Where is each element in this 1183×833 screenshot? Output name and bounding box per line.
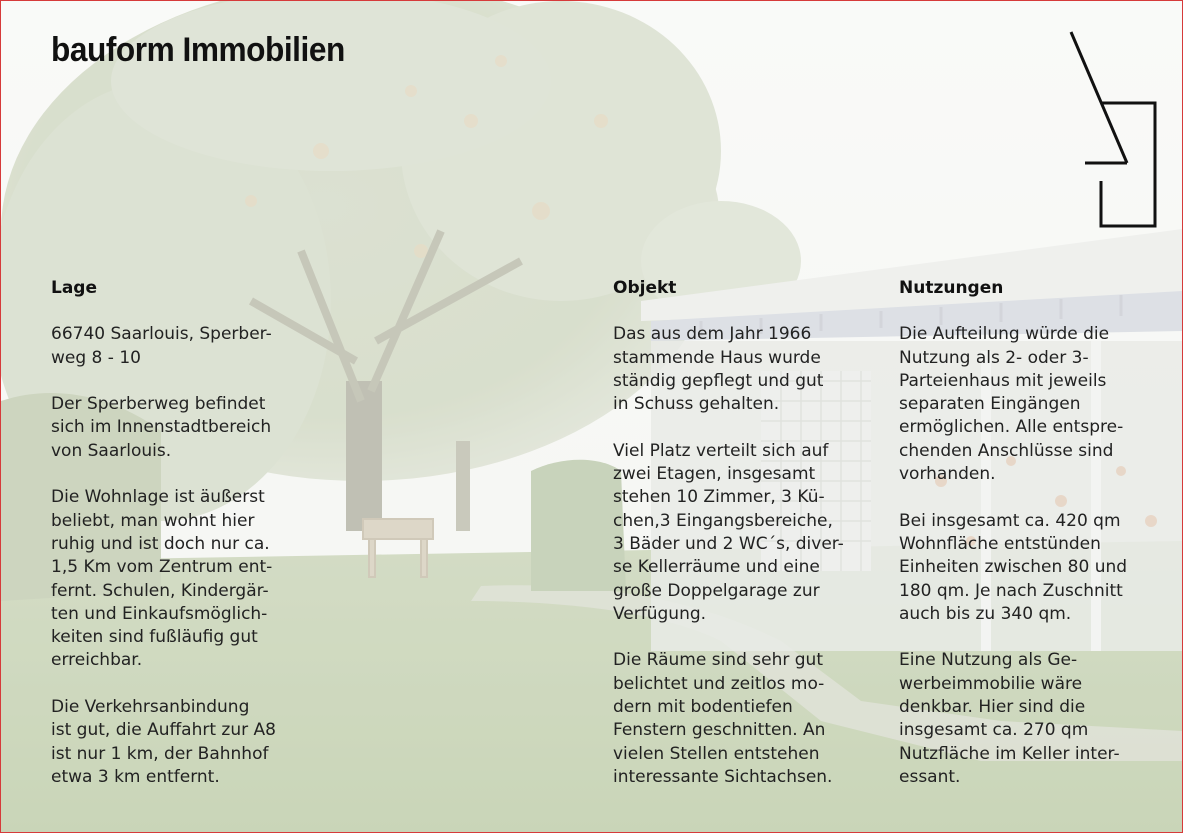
- objekt-paragraph: Viel Platz verteilt sich auf zwei Etagen, insgesamt stehen 10 Zimmer, 3 Kü- chen,3 Eingangsbereiche, 3 Bäder und 2 WC´s, diver- se Kellerräume und eine große Doppelgarage zur Verfügung.: [613, 440, 844, 624]
- objekt-paragraph: Das aus dem Jahr 1966 stammende Haus wurde ständig gepflegt und gut in Schuss gehalten.: [613, 324, 824, 415]
- lage-paragraph: Die Wohnlage ist äußerst beliebt, man wohnt hier ruhig und ist doch nur ca. 1,5 Km vom Zentrum ent- fernt. Schulen, Kindergär- ten und Einkaufsmöglich- keiten sind fußläufig gut erreichbar.: [51, 487, 273, 671]
- section-objekt: [613, 277, 883, 813]
- section-nutzungen: [899, 277, 1169, 813]
- bauform-logo-icon: [1069, 29, 1161, 233]
- nutzungen-paragraph: Eine Nutzung als Ge- werbeimmobilie wäre denkbar. Hier sind die insgesamt ca. 270 qm Nutzfläche im Keller inter- essant.: [899, 650, 1120, 787]
- section-heading-nutzungen: Nutzungen: [899, 278, 1004, 298]
- section-heading-objekt: Objekt: [613, 278, 677, 298]
- nutzungen-paragraph: Die Aufteilung würde die Nutzung als 2- oder 3- Parteienhaus mit jeweils separaten Eingängen ermöglichen. Alle entspre- chenden Anschlüsse sind vorhanden.: [899, 324, 1124, 485]
- section-heading-lage: Lage: [51, 278, 98, 298]
- lage-paragraph: Der Sperberweg befindet sich im Innenstadtbereich von Saarlouis.: [51, 394, 272, 461]
- lage-paragraph: Die Verkehrsanbindung ist gut, die Auffahrt zur A8 ist nur 1 km, der Bahnhof etwa 3 km entfernt.: [51, 697, 276, 787]
- section-lage: [51, 277, 311, 813]
- page-title: bauform Immobilien: [51, 31, 345, 69]
- objekt-paragraph: Die Räume sind sehr gut belichtet und zeitlos mo- dern mit bodentiefen Fenstern geschnitten. An vielen Stellen entstehen interessante Sichtachsen.: [613, 650, 833, 787]
- lage-address: 66740 Saarlouis, Sperber- weg 8 - 10: [51, 324, 272, 368]
- nutzungen-paragraph: Bei insgesamt ca. 420 qm Wohnfläche entstünden Einheiten zwischen 80 und 180 qm. Je nach Zuschnitt auch bis zu 340 qm.: [899, 510, 1128, 624]
